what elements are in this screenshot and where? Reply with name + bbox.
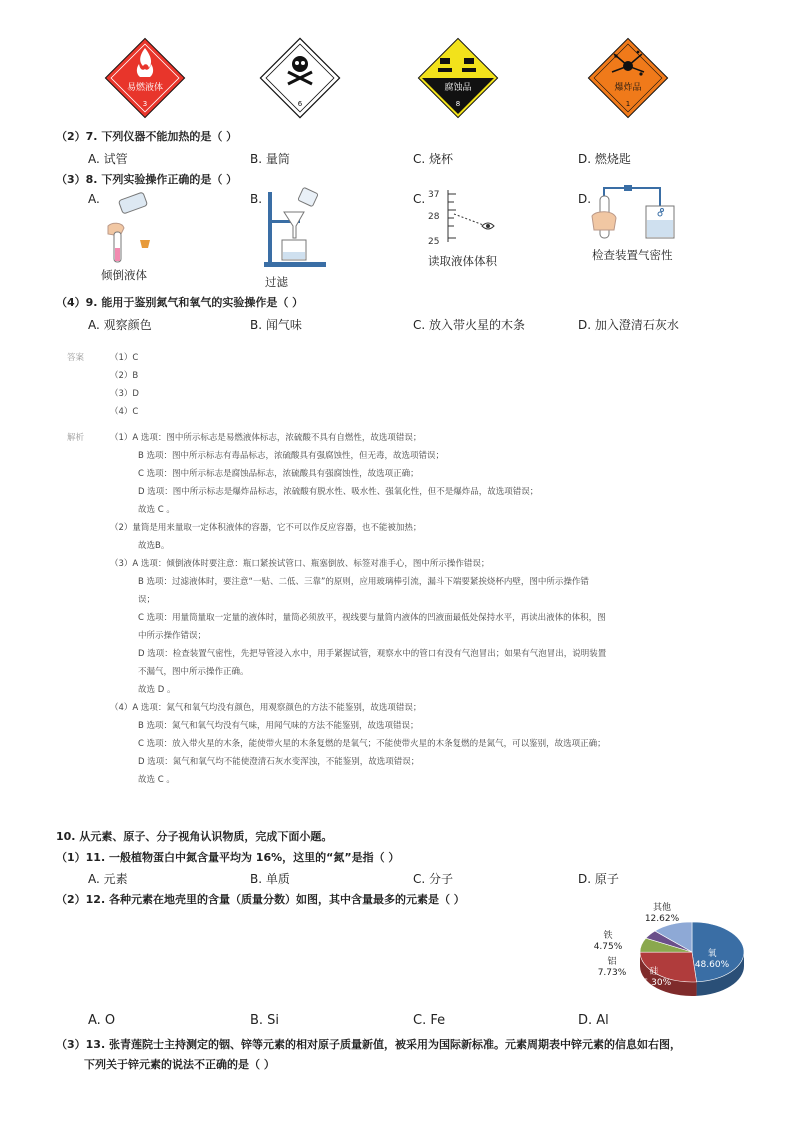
caption-pouring-liquid: 倾倒液体 xyxy=(101,268,147,282)
analysis-line: B 选项：氮气和氧气均没有气味，用闻气味的方法不能鉴别，故选项错误； xyxy=(138,721,419,731)
analysis-line: C 选项：放入带火星的木条，能使带火星的木条复燃的是氧气；不能使带火星的木条复燃的是氮气，可以鉴别，故选项正确； xyxy=(138,739,606,749)
analysis-line: （4）A 选项：氮气和氧气均没有颜色，用观察颜色的方法不能鉴别，故选项错误； xyxy=(110,703,422,713)
hazard-sign-explosive xyxy=(588,38,667,117)
option-b: B. 单质 xyxy=(250,872,290,886)
option-c: C. 烧杯 xyxy=(413,152,454,166)
analysis-line: C 选项：用量筒量取一定量的液体时，量筒必须放平，视线要与量筒内液体的凹液面最低处保持水平，再读出液体的体积，图 xyxy=(138,613,606,623)
pie-category-label: 铝 xyxy=(607,957,617,967)
question-text: 12. 各种元素在地壳里的含量（质量分数）如图，其中含量最多的元素是（ ） xyxy=(85,893,465,906)
answer-item: （4）C xyxy=(110,407,139,417)
question-9 xyxy=(56,294,303,310)
question-number: （1） xyxy=(56,851,86,864)
option-b: B. 闻气味 xyxy=(250,318,302,332)
caption-airtightness-check: 检查装置气密性 xyxy=(592,248,673,262)
scale-label: 28 xyxy=(428,212,440,222)
option-d: D. Al xyxy=(578,1013,609,1028)
caption-reading-volume: 读取液体体积 xyxy=(428,254,497,268)
pie-category-label: 铁 xyxy=(603,931,613,941)
reading-volume-illustration xyxy=(424,186,504,248)
sign-label: 易燃液体 xyxy=(126,83,164,93)
funnel-icon xyxy=(284,212,304,238)
analysis-label: 解析 xyxy=(67,433,85,443)
option-a-letter: A. xyxy=(88,192,100,206)
analysis-line: 故选B。 xyxy=(138,541,170,551)
analysis-line: 不漏气，图中所示操作正确。 xyxy=(138,667,249,677)
analysis-line: C 选项：图中所示标志是腐蚀品标志，浓硫酸具有强腐蚀性，故选项正确； xyxy=(138,469,419,479)
analysis-line: D 选项：氮气和氧气均不能使澄清石灰水变浑浊，不能鉴别，故选项错误； xyxy=(138,757,420,767)
question-number: （3） xyxy=(56,173,86,186)
question-number: （4） xyxy=(56,296,86,309)
pie-category-label: 其他 xyxy=(652,903,672,913)
analysis-line: D 选项：图中所示标志是爆炸品标志，浓硫酸有脱水性、吸水性、强氧化性，但不是爆炸品，故选项错误； xyxy=(138,487,539,497)
analysis-line: 中所示操作错误； xyxy=(138,631,207,641)
pie-value-label: 7.73% xyxy=(597,968,627,978)
pie-category-label: 硅 xyxy=(649,967,659,977)
question-number: （2） xyxy=(56,893,86,906)
caption-filtration: 过滤 xyxy=(265,275,288,289)
sign-label: 腐蚀品 xyxy=(444,83,472,93)
pie-value-label: 26.30% xyxy=(636,978,672,988)
filtration-illustration xyxy=(256,186,334,272)
sign-label: 爆炸品 xyxy=(614,83,642,93)
sign-class-number: 6 xyxy=(297,100,303,108)
hazard-sign-flammable xyxy=(105,38,184,117)
answer-label: 答案 xyxy=(67,353,85,363)
pie-category-label: 氧 xyxy=(707,949,717,959)
question-text: 8. 下列实验操作正确的是（ ） xyxy=(85,173,238,186)
pie-value-label: 4.75% xyxy=(593,942,623,952)
sign-class-number: 1 xyxy=(625,100,631,108)
pouring-liquid-illustration xyxy=(90,186,170,268)
question-7 xyxy=(56,128,237,144)
question-text: 7. 下列仪器不能加热的是（ ） xyxy=(85,130,238,143)
question-13 xyxy=(56,1036,681,1052)
sign-class-number: 8 xyxy=(455,100,461,108)
question-number: （2） xyxy=(56,130,86,143)
option-b: B. 量筒 xyxy=(250,152,290,166)
option-d: D. 原子 xyxy=(578,872,619,886)
airtightness-check-illustration xyxy=(590,182,700,248)
analysis-line: D 选项：检查装置气密性，先把导管浸入水中，用手紧握试管，观察水中的管口有没有气泡冒出；如果有气泡冒出，说明装置 xyxy=(138,649,607,659)
hazard-sign-toxic xyxy=(260,38,339,117)
question-8 xyxy=(56,171,237,187)
option-a: A. 观察颜色 xyxy=(88,318,152,332)
pie-value-label: 12.62% xyxy=(644,914,680,924)
answer-item: （3）D xyxy=(110,389,139,399)
bottle-icon xyxy=(118,192,147,214)
hazard-sign-corrosive xyxy=(418,38,497,117)
analysis-line: 误； xyxy=(138,595,156,605)
analysis-line: （1）A 选项：图中所示标志是易燃液体标志，浓硫酸不具有自燃性，故选项错误； xyxy=(110,433,422,443)
iron-stand-icon xyxy=(268,192,272,264)
option-d: D. 加入澄清石灰水 xyxy=(578,318,679,332)
option-a: A. 元素 xyxy=(88,872,128,886)
hazard-signs xyxy=(0,0,794,135)
option-c: C. Fe xyxy=(413,1013,446,1028)
analysis-line: （2）量筒是用来量取一定体积液体的容器，它不可以作反应容器，也不能被加热； xyxy=(110,523,422,533)
eye-icon xyxy=(482,223,494,229)
crust-elements-pie-chart xyxy=(580,900,750,1010)
option-b-letter: B. xyxy=(250,192,263,206)
question-13-line2: 下列关于锌元素的说法不正确的是（ ） xyxy=(84,1058,275,1071)
question-11 xyxy=(56,849,399,865)
option-d: D. 燃烧匙 xyxy=(578,152,631,166)
question-10: 10. 从元素、原子、分子视角认识物质，完成下面小题。 xyxy=(56,830,333,843)
option-c: C. 分子 xyxy=(413,872,454,886)
answer-item: （1）C xyxy=(110,353,139,363)
beaker-icon xyxy=(298,187,318,206)
question-text: 13. 张青莲院士主持测定的铟、锌等元素的相对原子质量新值，被采用为国际新标准。元素周期表中锌元素的信息如右图， xyxy=(85,1038,681,1051)
question-12 xyxy=(56,891,465,907)
option-b: B. Si xyxy=(250,1013,280,1028)
question-text: 9. 能用于鉴别氮气和氧气的实验操作是（ ） xyxy=(85,296,304,309)
answer-item: （2）B xyxy=(110,371,139,381)
option-a: A. O xyxy=(88,1013,116,1028)
option-c-letter: C. xyxy=(413,192,426,206)
sign-class-number: 3 xyxy=(142,100,148,108)
option-c: C. 放入带火星的木条 xyxy=(413,318,526,332)
analysis-line: 故选 C 。 xyxy=(138,775,175,785)
question-text: 11. 一般植物蛋白中氮含量平均为 16%，这里的“氮”是指（ ） xyxy=(85,851,400,864)
scale-label: 37 xyxy=(428,190,440,200)
option-a: A. 试管 xyxy=(88,152,128,166)
analysis-line: （3）A 选项：倾倒液体时要注意：瓶口紧挨试管口、瓶塞倒放、标签对准手心，图中所示操作错误； xyxy=(110,559,490,569)
cup-icon xyxy=(140,240,150,248)
analysis-line: 故选 C 。 xyxy=(138,505,175,515)
hand-icon xyxy=(592,212,616,230)
pie-value-label: 48.60% xyxy=(694,960,730,970)
option-d-letter: D. xyxy=(578,192,592,206)
analysis-line: B 选项：过滤液体时，要注意“一贴、二低、三靠”的原则，应用玻璃棒引流，漏斗下端要紧挨烧杯内壁，图中所示操作错 xyxy=(138,577,589,587)
analysis-line: 故选 D 。 xyxy=(138,685,176,695)
question-number: （3） xyxy=(56,1038,86,1051)
analysis-line: B 选项：图中所示标志有毒品标志，浓硫酸具有强腐蚀性，但无毒，故选项错误； xyxy=(138,451,445,461)
scale-label: 25 xyxy=(428,237,440,247)
